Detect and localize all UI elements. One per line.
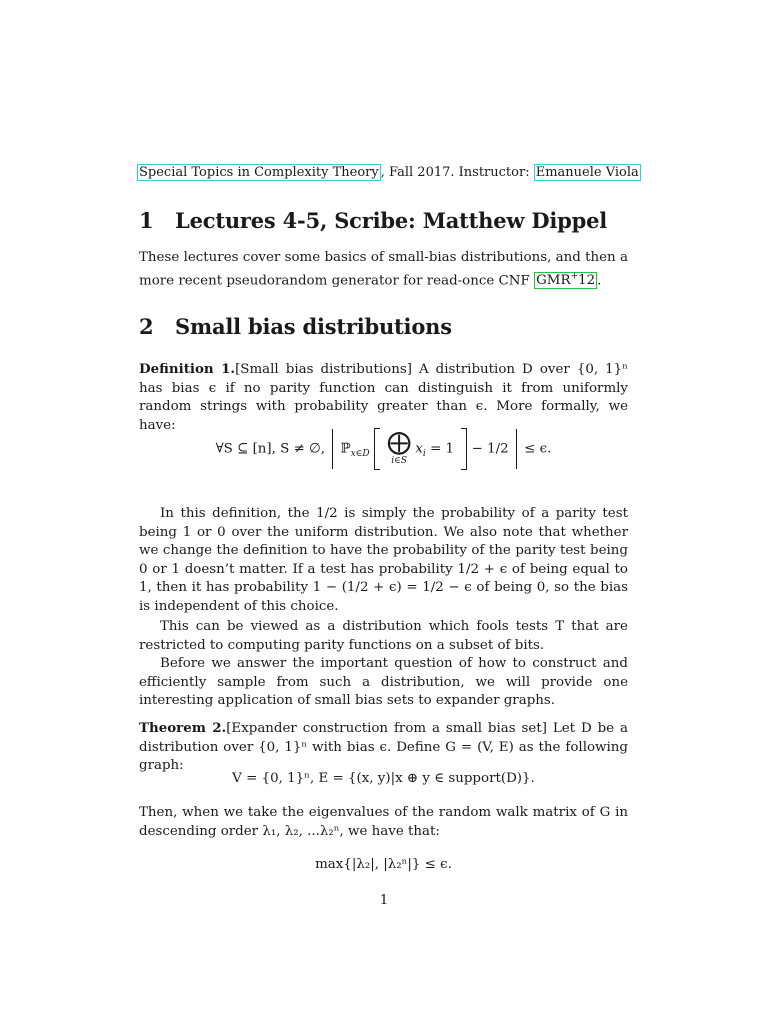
section-1-heading [139, 208, 607, 233]
eq1-lhs: ∀S ⊆ [n], S ≠ ∅, [215, 441, 325, 457]
big-oplus [387, 430, 411, 468]
theorem-2 [139, 719, 628, 776]
citation-tail: 12 [578, 273, 596, 289]
equation-3: max{|λ₂|, |λ₂ⁿ|} ≤ ϵ. [315, 857, 452, 872]
theorem-text: [Expander construction from a small bias set] Let D be a distribution over {0, 1}ⁿ with bias ϵ. Define G = (V, E) as the following graph: [139, 721, 629, 774]
intro-end: . [597, 273, 602, 289]
bracket-right [461, 428, 467, 470]
eq1-inner-rhs: = 1 [425, 441, 455, 457]
definition-label: Definition 1. [139, 361, 236, 377]
term-text: , Fall 2017. Instructor: [380, 165, 534, 180]
citation-sup: + [570, 271, 579, 282]
section-2-number: 2 [139, 314, 154, 339]
section-1-intro [139, 249, 628, 291]
oplus-symbol: ⨁ [387, 428, 412, 456]
section-2-heading [139, 314, 452, 339]
paragraph-1: In this definition, the 1/2 is simply the probability of a parity test being 1 or 0 over the uniform distribution. We also note that whether we change the definition to have the probability of the parity test being 0 or 1 doesn’t matter. If a test has probability 1/2 + ϵ of being equal to 1, then it has probability 1 − (1/2 + ϵ) = 1/2 − ϵ of being 0, so the bias is independent of this choice. [139, 506, 628, 614]
equation-2: V = {0, 1}ⁿ, E = {(x, y)|x ⊕ y ∈ support(D)}. [232, 771, 535, 786]
eq1-inner-sub: i [422, 449, 426, 460]
citation-link[interactable] [534, 272, 597, 289]
citation-main: GMR [536, 273, 571, 289]
eq1-prob: ℙ [340, 441, 351, 457]
page-number: 1 [379, 893, 389, 908]
paragraph-3: Before we answer the important question of how to construct and efficiently sample from such a distribution, we will provide one interesting application of small bias sets to expander graphs. [139, 656, 628, 709]
section-1-number: 1 [139, 208, 154, 233]
after-theorem-text: Then, when we take the eigenvalues of the random walk matrix of G in descending order λ₁, λ₂, ...λ₂ⁿ, we have that: [139, 805, 628, 839]
section-2-title: Small bias distributions [175, 314, 452, 339]
instructor-link[interactable]: Emanuele Viola [535, 165, 639, 180]
oplus-sub: i∈S [391, 456, 407, 466]
theorem-label: Theorem 2. [139, 720, 227, 736]
section-1-title: Lectures 4-5, Scribe: Matthew Dippel [175, 208, 608, 233]
eq1-inner: x [415, 441, 423, 457]
abs-bar-left [332, 429, 333, 469]
definition-text: [Small bias distributions] A distribution D over {0, 1}ⁿ has bias ϵ if no parity function can distinguish it from uniformly random strings with probability greater than ϵ. More formally, we have: [139, 362, 628, 433]
eq1-rhs: ≤ ϵ. [524, 441, 552, 457]
eq1-minus: − 1/2 [471, 441, 509, 457]
eq1-prob-sub: x∈D [350, 449, 370, 460]
course-link[interactable]: Special Topics in Complexity Theory [139, 165, 379, 180]
equation-1 [139, 428, 628, 470]
course-header [137, 163, 639, 183]
intro-text: These lectures cover some basics of small-bias distributions, and then a more recent pseudorandom generator for read-once CNF [139, 250, 628, 289]
paragraph-2: This can be viewed as a distribution which fools tests T that are restricted to computing parity functions on a subset of bits. [139, 619, 628, 653]
abs-bar-right [516, 429, 517, 469]
definition-1 [139, 360, 628, 435]
bracket-left [374, 428, 380, 470]
